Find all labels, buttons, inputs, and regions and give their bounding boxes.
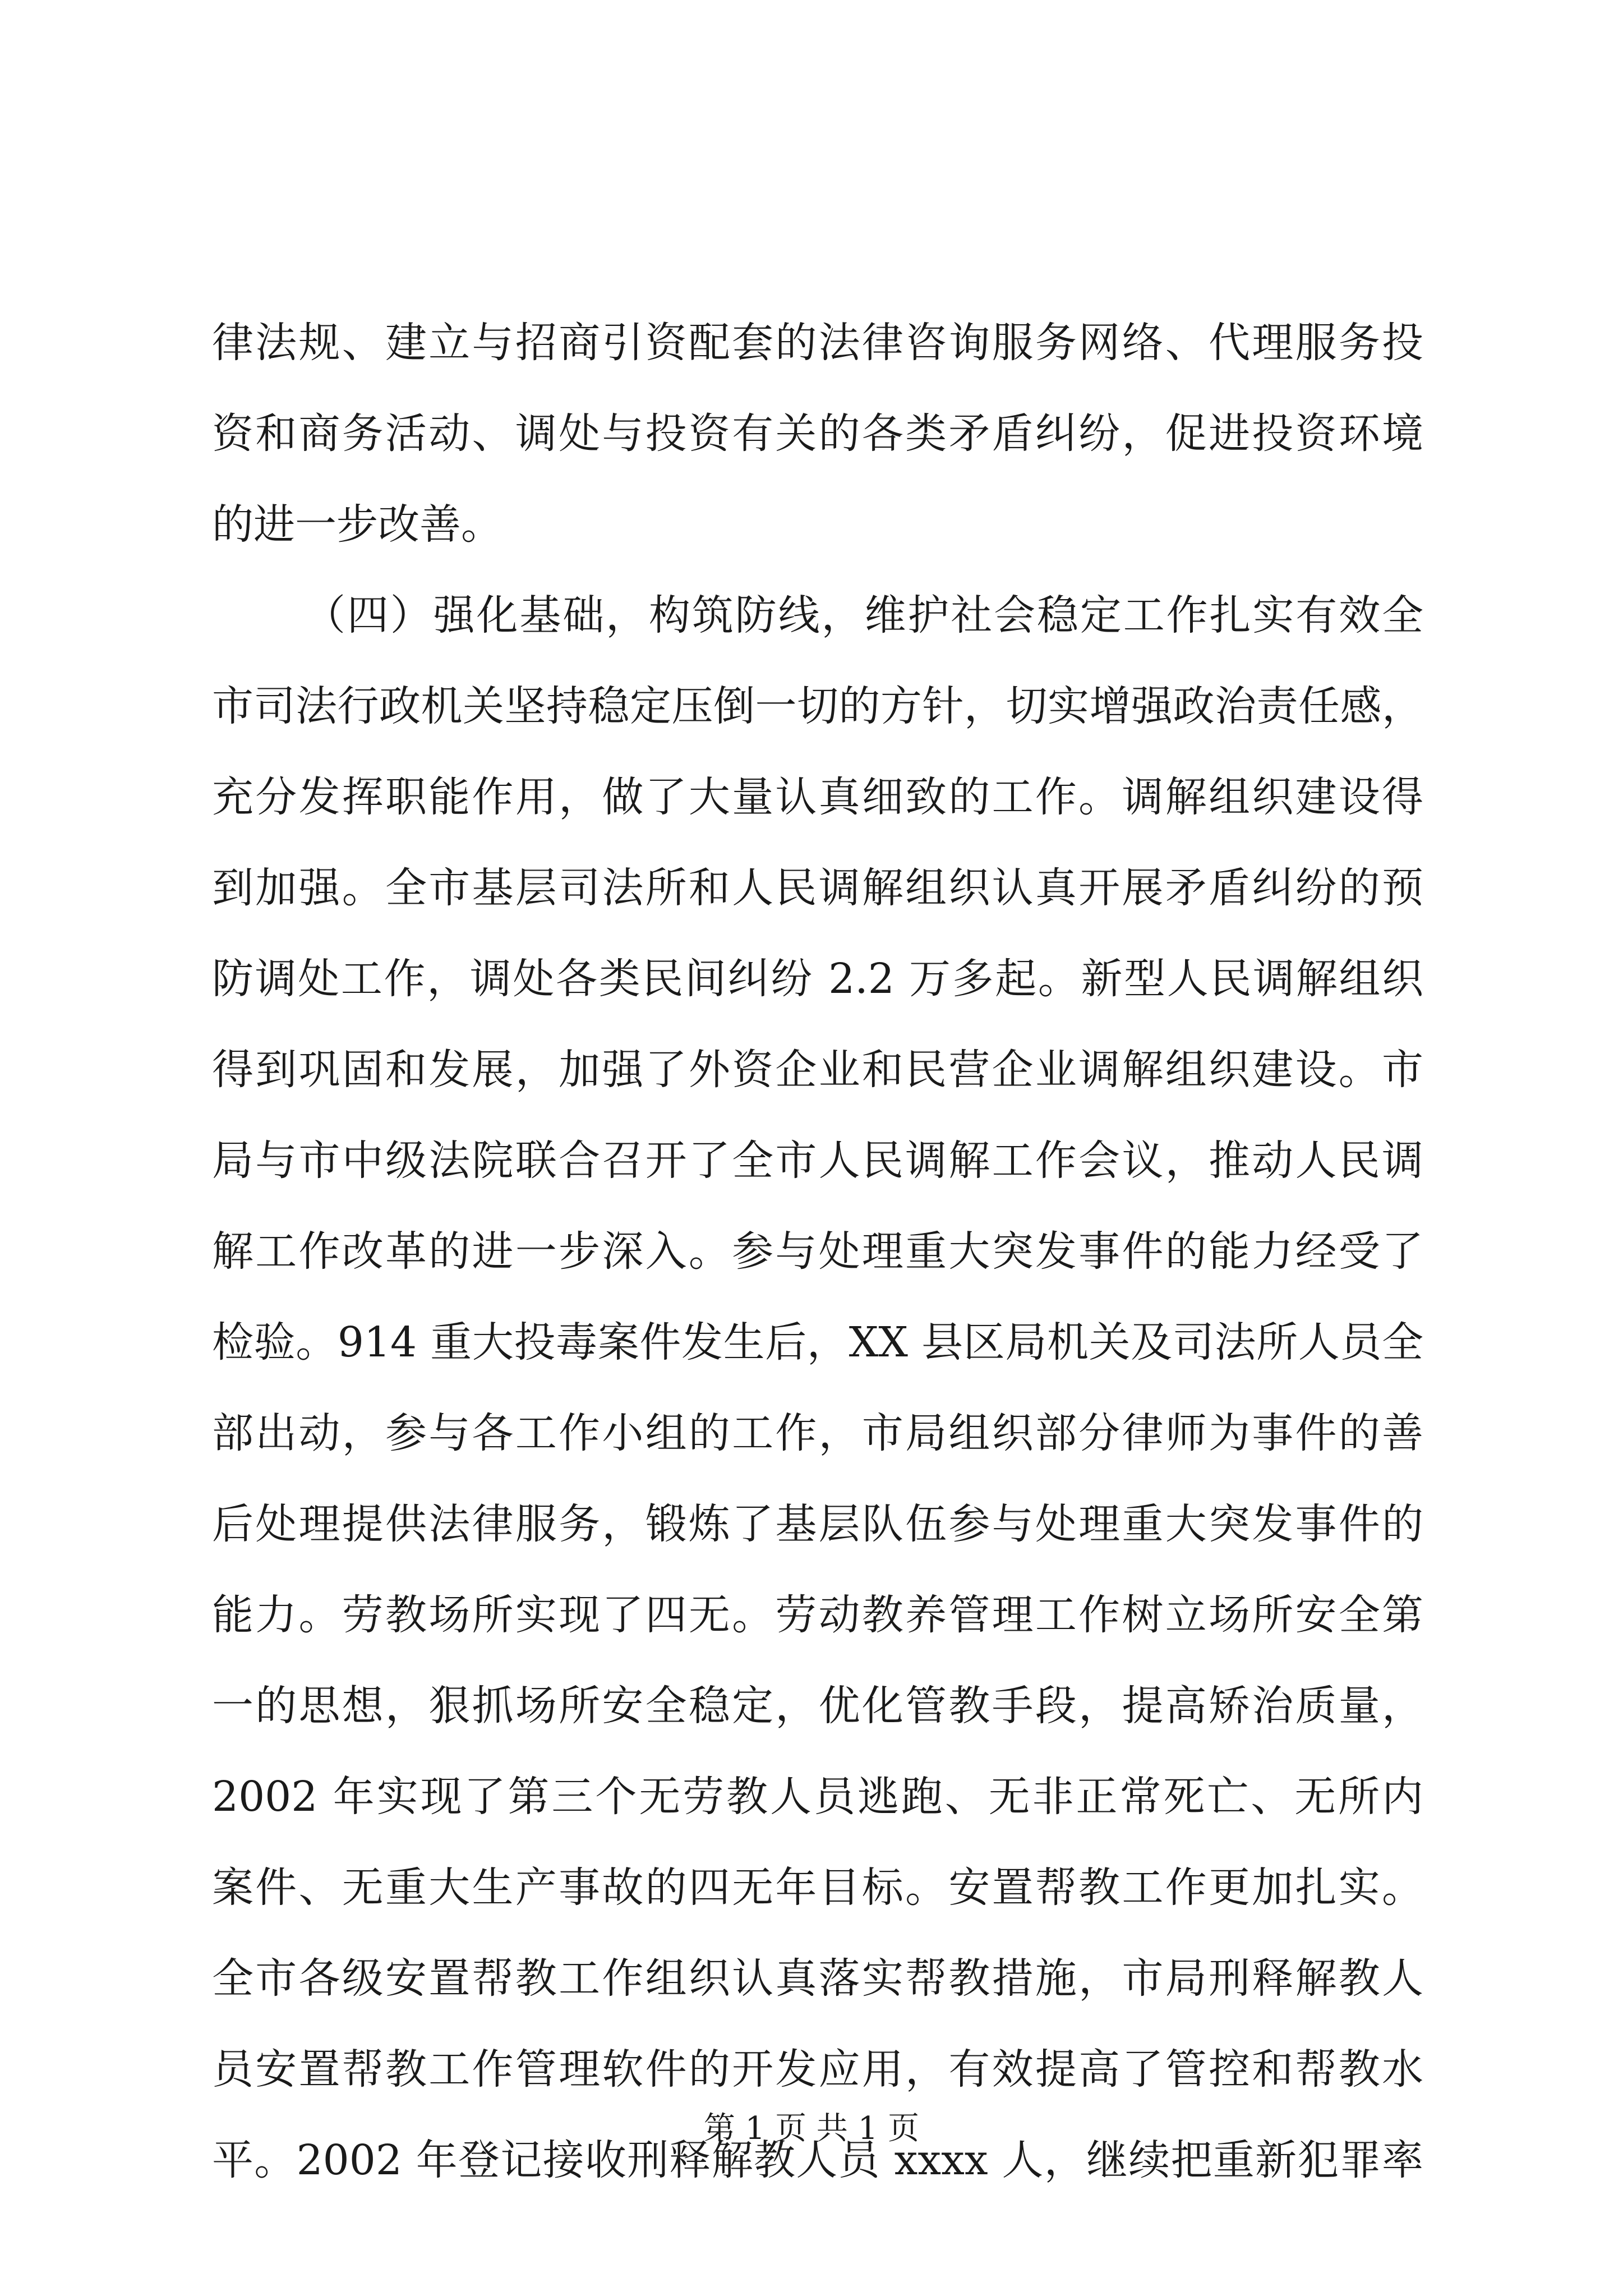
text-line: 到加强。全市基层司法所和人民调解组织认真开展矛盾纠纷的预	[212, 864, 1423, 912]
text-line: 能力。劳教场所实现了四无。劳动教养管理工作树立场所安全第	[212, 1591, 1423, 1639]
text-line: 一的思想，狠抓场所安全稳定，优化管教手段，提高矫治质量，	[212, 1682, 1423, 1730]
text-line: 员安置帮教工作管理软件的开发应用，有效提高了管控和帮教水	[212, 2045, 1423, 2093]
page-footer	[0, 2109, 1623, 2148]
text-line: 律法规、建立与招商引资配套的法律咨询服务网络、代理服务投	[212, 319, 1423, 367]
text-line: 部出动，参与各工作小组的工作，市局组织部分律师为事件的善	[212, 1409, 1423, 1457]
text-line: 局与市中级法院联合召开了全市人民调解工作会议，推动人民调	[212, 1137, 1423, 1185]
paragraph-2	[212, 570, 1423, 2206]
text-line: 充分发挥职能作用，做了大量认真细致的工作。调解组织建设得	[212, 773, 1423, 821]
document-body	[212, 297, 1423, 2206]
text-line: 防调处工作，调处各类民间纠纷 2.2 万多起。新型人民调解组织	[212, 955, 1423, 1003]
text-line: 全市各级安置帮教工作组织认真落实帮教措施，市局刑释解教人	[212, 1954, 1423, 2003]
text-line: 后处理提供法律服务，锻炼了基层队伍参与处理重大突发事件的	[212, 1500, 1423, 1548]
page-number-label: 第 1 页 共 1 页	[703, 2110, 920, 2147]
text-line: 资和商务活动、调处与投资有关的各类矛盾纠纷，促进投资环境	[212, 409, 1423, 458]
text-line: 2002 年实现了第三个无劳教人员逃跑、无非正常死亡、无所内	[212, 1773, 1423, 1821]
text-line: 的进一步改善。	[212, 500, 502, 549]
text-line: 案件、无重大生产事故的四无年目标。安置帮教工作更加扎实。	[212, 1864, 1423, 1912]
paragraph-1	[212, 297, 1423, 570]
text-line: 市司法行政机关坚持稳定压倒一切的方针，切实增强政治责任感，	[212, 682, 1423, 730]
text-line: 解工作改革的进一步深入。参与处理重大突发事件的能力经受了	[212, 1227, 1423, 1276]
text-line: 平。2002 年登记接收刑释解教人员 xxxx 人，继续把重新犯罪率	[212, 2136, 1423, 2184]
text-line: 检验。914 重大投毒案件发生后，XX 县区局机关及司法所人员全	[212, 1318, 1423, 1366]
text-line: 得到巩固和发展，加强了外资企业和民营企业调解组织建设。市	[212, 1046, 1423, 1094]
text-line: （四）强化基础，构筑防线，维护社会稳定工作扎实有效全	[304, 591, 1423, 639]
